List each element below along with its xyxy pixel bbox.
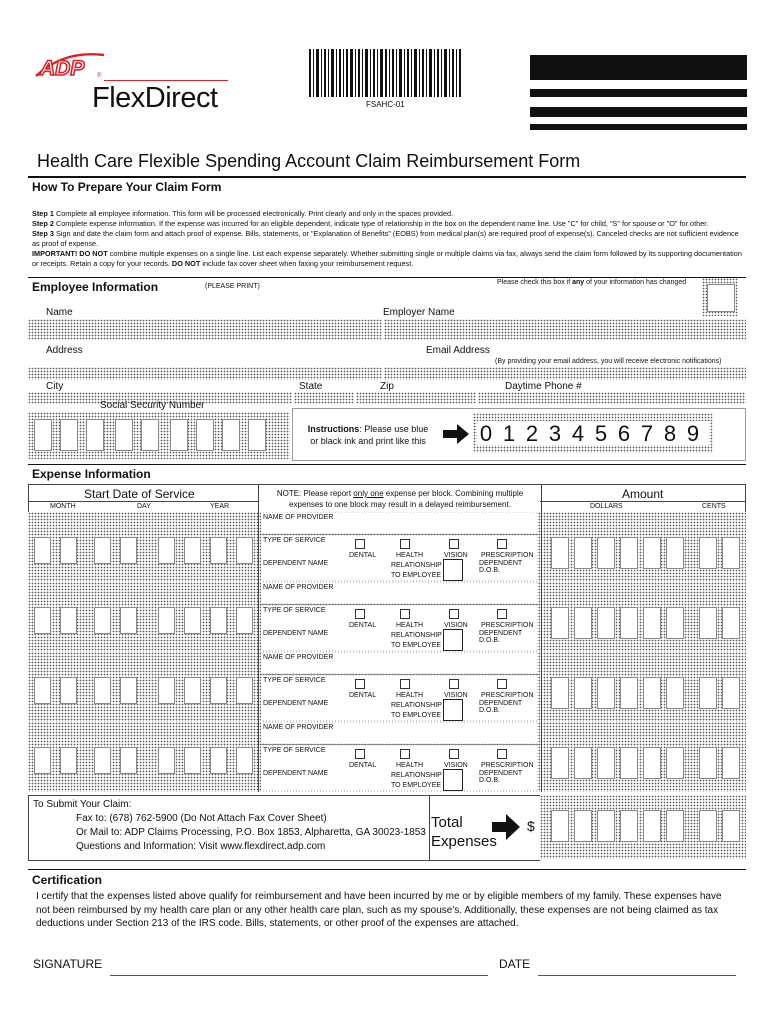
date-digit-cell[interactable] (94, 747, 111, 774)
date-of-service-field[interactable] (28, 722, 258, 792)
dependent-name-label: DEPENDENT NAME (263, 560, 329, 567)
certification-heading: Certification (32, 873, 103, 887)
date-digit-cell[interactable] (184, 607, 201, 634)
date-digit-cell[interactable] (120, 537, 137, 564)
type-of-service-label: TYPE OF SERVICE (263, 607, 326, 614)
address-label: Address (46, 345, 83, 356)
date-digit-cell[interactable] (34, 537, 51, 564)
ssn-field[interactable] (28, 412, 290, 459)
expense-rule (28, 464, 746, 465)
date-digit-cell[interactable] (60, 537, 77, 564)
date-of-service-field[interactable] (28, 652, 258, 722)
date-digit-cell[interactable] (158, 537, 175, 564)
vision-checkbox[interactable] (449, 749, 459, 759)
date-digit-cell[interactable] (158, 747, 175, 774)
date-digit-cell[interactable] (236, 747, 253, 774)
to-employee-label: TO EMPLOYEE (391, 572, 442, 579)
vision-label: VISION (444, 622, 468, 629)
dependent-dob-label: DEPENDENT D.O.B. (479, 630, 523, 644)
name-field[interactable] (28, 319, 382, 340)
prescription-checkbox[interactable] (497, 679, 507, 689)
expense-heading: Expense Information (32, 467, 151, 481)
date-subrule (28, 501, 258, 502)
health-checkbox[interactable] (400, 749, 410, 759)
health-label: HEALTH (396, 552, 424, 559)
type-of-service-label: TYPE OF SERVICE (263, 677, 326, 684)
amount-digit-cell[interactable] (574, 537, 592, 569)
amount-digit-cell[interactable] (620, 607, 638, 639)
name-label: Name (46, 307, 73, 318)
date-line[interactable] (538, 975, 736, 976)
vision-label: VISION (444, 552, 468, 559)
cents-header: CENTS (702, 503, 726, 510)
amount-digit-cell[interactable] (574, 747, 592, 779)
date-of-service-field[interactable] (28, 582, 258, 652)
amount-digit-cell[interactable] (620, 677, 638, 709)
date-digit-cell[interactable] (94, 607, 111, 634)
form-code: FSAHC-01 (366, 100, 405, 109)
signature-line[interactable] (110, 975, 488, 976)
relationship-box[interactable] (443, 769, 463, 791)
date-digit-cell[interactable] (34, 747, 51, 774)
amount-field[interactable] (540, 512, 746, 582)
date-digit-cell[interactable] (236, 537, 253, 564)
date-digit-cell[interactable] (120, 677, 137, 704)
state-label: State (299, 381, 323, 392)
year-header: YEAR (210, 503, 230, 510)
name-of-provider-label: NAME OF PROVIDER (263, 584, 334, 591)
ssn-label: Social Security Number (100, 400, 205, 411)
certification-rule (28, 869, 746, 870)
address-field[interactable] (28, 367, 382, 380)
date-digit-cell[interactable] (210, 607, 227, 634)
zip-field[interactable] (356, 392, 476, 404)
employer-name-label: Employer Name (383, 307, 455, 318)
email-note: (By providing your email address, you will receive electronic notifications) (495, 358, 722, 365)
product-name: FlexDirect (92, 82, 218, 114)
date-digit-cell[interactable] (210, 537, 227, 564)
name-of-provider-label: NAME OF PROVIDER (263, 514, 334, 521)
prescription-label: PRESCRIPTION (481, 552, 534, 559)
health-checkbox[interactable] (400, 539, 410, 549)
date-digit-cell[interactable] (94, 677, 111, 704)
dental-label: DENTAL (349, 552, 377, 559)
amount-digit-cell[interactable] (643, 607, 661, 639)
type-of-service-label: TYPE OF SERVICE (263, 537, 326, 544)
month-header: MONTH (50, 503, 76, 510)
date-digit-cell[interactable] (210, 677, 227, 704)
info-changed-checkbox[interactable] (702, 278, 738, 316)
info-changed-note: Please check this box if any of your information has changed (497, 279, 687, 286)
svg-text:ADP: ADP (40, 57, 85, 78)
dependent-name-label: DEPENDENT NAME (263, 700, 329, 707)
amount-digit-cell[interactable] (699, 607, 717, 639)
amount-digit-cell[interactable] (597, 677, 615, 709)
amount-digit-cell[interactable] (597, 747, 615, 779)
provider-field[interactable] (258, 582, 542, 652)
date-digit-cell[interactable] (120, 747, 137, 774)
fax-marker-2 (530, 89, 747, 97)
dental-checkbox[interactable] (355, 539, 365, 549)
date-digit-cell[interactable] (184, 677, 201, 704)
amount-digit-cell[interactable] (643, 677, 661, 709)
dependent-name-label: DEPENDENT NAME (263, 770, 329, 777)
to-employee-label: TO EMPLOYEE (391, 642, 442, 649)
amount-digit-cell[interactable] (551, 677, 569, 709)
date-label: DATE (499, 957, 531, 971)
state-field[interactable] (294, 392, 354, 404)
page-title: Health Care Flexible Spending Account Claim Reimbursement Form (37, 151, 581, 171)
health-label: HEALTH (396, 692, 424, 699)
dental-label: DENTAL (349, 762, 377, 769)
provider-field[interactable] (258, 652, 542, 722)
amount-digit-cell[interactable] (699, 537, 717, 569)
amount-digit-cell[interactable] (597, 607, 615, 639)
prescription-checkbox[interactable] (497, 609, 507, 619)
name-of-provider-label: NAME OF PROVIDER (263, 724, 334, 731)
health-label: HEALTH (396, 622, 424, 629)
relationship-label: RELATIONSHIP (391, 562, 442, 569)
date-digit-cell[interactable] (184, 747, 201, 774)
amount-digit-cell[interactable] (643, 537, 661, 569)
vision-checkbox[interactable] (449, 679, 459, 689)
daytime-phone-label: Daytime Phone # (505, 381, 582, 392)
amount-label: Amount (622, 487, 664, 501)
signature-label: SIGNATURE (33, 957, 103, 971)
submit-box: To Submit Your Claim: Fax to: (678) 762-5900 (Do Not Attach Fax Cover Sheet) Or Mail to: ADP Claims Processing, P.O. Box 1853, Alpharetta, GA 30023-1853 Questions and Information: Visit www.flexdirect.adp.com (28, 795, 430, 861)
dental-checkbox[interactable] (355, 749, 365, 759)
health-label: HEALTH (396, 762, 424, 769)
vision-label: VISION (444, 762, 468, 769)
row-separator (261, 534, 539, 535)
to-employee-label: TO EMPLOYEE (391, 782, 442, 789)
amount-digit-cell[interactable] (699, 677, 717, 709)
employee-rule (28, 277, 746, 278)
barcode (309, 49, 462, 97)
vision-checkbox[interactable] (449, 609, 459, 619)
fax-marker-1 (530, 55, 747, 80)
daytime-phone-field[interactable] (478, 392, 746, 404)
amount-digit-cell[interactable] (699, 747, 717, 779)
howto-heading: How To Prepare Your Claim Form (32, 180, 222, 194)
adp-logo (34, 52, 106, 78)
amount-digit-cell[interactable] (666, 607, 684, 639)
logo-rule (104, 80, 228, 81)
amount-digit-cell[interactable] (722, 747, 740, 779)
zip-label: Zip (380, 381, 394, 392)
row-separator (261, 604, 539, 605)
fax-marker-4 (530, 124, 747, 130)
date-digit-cell[interactable] (60, 747, 77, 774)
amount-field[interactable] (540, 582, 746, 652)
relationship-box[interactable] (443, 629, 463, 651)
amount-digit-cell[interactable] (666, 677, 684, 709)
dependent-name-label: DEPENDENT NAME (263, 630, 329, 637)
total-box: Total Expenses $ (428, 795, 540, 861)
employer-name-field[interactable] (384, 319, 746, 340)
relationship-label: RELATIONSHIP (391, 632, 442, 639)
amount-field[interactable] (540, 652, 746, 722)
prescription-checkbox[interactable] (497, 749, 507, 759)
dental-label: DENTAL (349, 692, 377, 699)
health-checkbox[interactable] (400, 609, 410, 619)
amount-digit-cell[interactable] (620, 537, 638, 569)
title-rule (28, 176, 746, 178)
employee-heading: Employee Information (32, 280, 159, 294)
date-digit-cell[interactable] (158, 607, 175, 634)
amount-digit-cell[interactable] (666, 747, 684, 779)
vision-checkbox[interactable] (449, 539, 459, 549)
note-box: NOTE: Please report only one expense per block. Combining multiple expenses to one block may result in a delayed reimbursement. (258, 484, 542, 512)
amount-digit-cell[interactable] (620, 747, 638, 779)
howto-instructions: Step 1 Complete all employee information. This form will be processed electronically. Print clearly and only in the spaces provided. Step 2 Complete expense information. If the expense was incurred for an eligible dependent, indicate type of relationship in the box on the dependent name line. Use "C" for child, "S" for spouse or "O" for other. Step 3 Sign and date the claim form and attach proof of expense. Bills, statements, or "Explanation of Benefits" (EOBS) from medical plan(s) are required proof of expense(s). Canceled checks are not sufficient evidence as proof of expense. IMPORTANT! DO NOT combine multiple expenses on a single line. List each expense separately. Whether submitting single or multiple claims via fax, always send the claim form followed by its supporting documentation or receipts. Retain a copy for your records. DO NOT include fax cover sheet when faxing your reimbursement request. (32, 209, 742, 268)
name-of-provider-label: NAME OF PROVIDER (263, 654, 334, 661)
dollars-header: DOLLARS (590, 503, 623, 510)
dependent-dob-label: DEPENDENT D.O.B. (479, 560, 523, 574)
date-digit-cell[interactable] (236, 607, 253, 634)
amount-digit-cell[interactable] (551, 607, 569, 639)
date-digit-cell[interactable] (158, 677, 175, 704)
date-digit-cell[interactable] (236, 677, 253, 704)
prescription-checkbox[interactable] (497, 539, 507, 549)
certification-text: I certify that the expenses listed above qualify for reimbursement and have been incurred by me or by eligible members of my family. These expenses have not been reimbursed by my health care plan or any other health care plan, such as my spouse's. Additionally, these expenses are not being claimed as tax deductions under Section 213 of the IRS code. Bills, statements, or other proof of the expenses are attached. (36, 891, 722, 929)
day-header: DAY (137, 503, 151, 510)
dependent-dob-label: DEPENDENT D.O.B. (479, 700, 523, 714)
fax-marker-3 (530, 107, 747, 117)
dental-label: DENTAL (349, 622, 377, 629)
relationship-label: RELATIONSHIP (391, 702, 442, 709)
health-checkbox[interactable] (400, 679, 410, 689)
prescription-label: PRESCRIPTION (481, 762, 534, 769)
date-digit-cell[interactable] (210, 747, 227, 774)
date-digit-cell[interactable] (60, 607, 77, 634)
type-of-service-label: TYPE OF SERVICE (263, 747, 326, 754)
amount-digit-cell[interactable] (597, 537, 615, 569)
sample-digits: 0 1 2 3 4 5 6 7 8 9 (473, 413, 713, 453)
dependent-dob-label: DEPENDENT D.O.B. (479, 770, 523, 784)
date-digit-cell[interactable] (94, 537, 111, 564)
start-date-label: Start Date of Service (84, 487, 195, 501)
date-digit-cell[interactable] (34, 607, 51, 634)
amount-digit-cell[interactable] (722, 677, 740, 709)
amount-subrule (540, 501, 745, 502)
relationship-label: RELATIONSHIP (391, 772, 442, 779)
amount-digit-cell[interactable] (551, 747, 569, 779)
amount-digit-cell[interactable] (722, 607, 740, 639)
date-digit-cell[interactable] (34, 677, 51, 704)
amount-digit-cell[interactable] (574, 607, 592, 639)
city-label: City (46, 381, 64, 392)
relationship-box[interactable] (443, 699, 463, 721)
date-digit-cell[interactable] (184, 537, 201, 564)
amount-digit-cell[interactable] (643, 747, 661, 779)
dental-checkbox[interactable] (355, 679, 365, 689)
relationship-box[interactable] (443, 559, 463, 581)
amount-field[interactable] (540, 722, 746, 792)
email-field[interactable] (384, 367, 746, 380)
email-label: Email Address (426, 345, 490, 356)
amount-digit-cell[interactable] (574, 677, 592, 709)
row-separator (261, 744, 539, 745)
amount-digit-cell[interactable] (666, 537, 684, 569)
amount-digit-cell[interactable] (551, 537, 569, 569)
date-of-service-field[interactable] (28, 512, 258, 582)
provider-field[interactable] (258, 512, 542, 582)
arrow-right-icon (492, 814, 520, 845)
amount-digit-cell[interactable] (722, 537, 740, 569)
ink-instructions-box: Instructions: Please use blue or black ink and print like this 0 1 2 3 4 5 6 7 8 9 (292, 408, 746, 461)
prescription-label: PRESCRIPTION (481, 692, 534, 699)
date-digit-cell[interactable] (60, 677, 77, 704)
vision-label: VISION (444, 692, 468, 699)
dental-checkbox[interactable] (355, 609, 365, 619)
please-print: (PLEASE PRINT) (205, 283, 260, 290)
date-digit-cell[interactable] (120, 607, 137, 634)
provider-field[interactable] (258, 722, 542, 792)
svg-text:®: ® (97, 73, 102, 78)
arrow-right-icon (443, 424, 469, 449)
to-employee-label: TO EMPLOYEE (391, 712, 442, 719)
prescription-label: PRESCRIPTION (481, 622, 534, 629)
total-amount-field[interactable] (540, 795, 746, 859)
row-separator (261, 674, 539, 675)
